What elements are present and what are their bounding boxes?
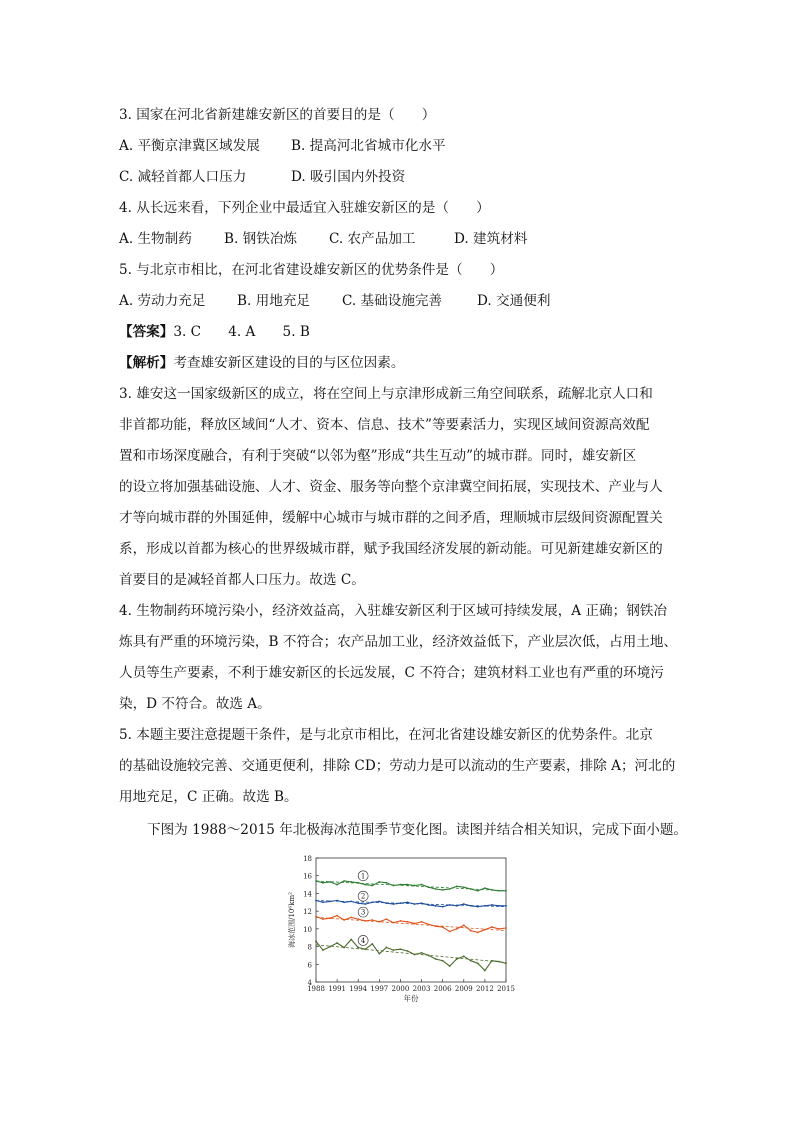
- explanation-5-line: 用地充足，C 正确。故选 B。: [119, 789, 298, 805]
- series-point: [491, 904, 493, 906]
- figure-intro: 下图为 1988～2015 年北极海冰范围季节变化图。读图并结合相关知识，完成下面小题。: [147, 822, 688, 838]
- series-point: [456, 928, 458, 930]
- series-point: [400, 948, 402, 950]
- question-5-option-c: C. 基础设施完善: [342, 293, 443, 309]
- series-point: [407, 921, 409, 923]
- y-tick-label: 6: [307, 961, 312, 970]
- question-4-option-b: B. 钢铁冶炼: [224, 231, 298, 247]
- explanation-4-line: 染，D 不符合。故选 A。: [119, 696, 271, 712]
- series-point: [484, 970, 486, 972]
- series-point: [357, 902, 359, 904]
- x-axis-label: 年份: [403, 994, 419, 1003]
- series-point: [357, 918, 359, 920]
- question-4-stem: 4. 从长远来看，下列企业中最适宜入驻雄安新区的是（ ）: [119, 200, 490, 216]
- series-point: [329, 881, 331, 883]
- question-3-option-c: C. 减轻首都人口压力: [119, 169, 247, 185]
- series-point: [449, 965, 451, 967]
- y-tick-label: 8: [307, 943, 312, 952]
- series-point: [350, 939, 352, 941]
- x-tick-label: 2012: [475, 985, 494, 993]
- series-point: [463, 903, 465, 905]
- y-tick-label: 4: [307, 979, 312, 987]
- question-4-option-d: D. 建筑材料: [454, 231, 528, 247]
- series-point: [456, 885, 458, 887]
- series-point: [407, 950, 409, 952]
- series-point: [371, 943, 373, 945]
- sea-ice-chart: [282, 852, 522, 1012]
- x-tick-label: 1988: [307, 985, 325, 993]
- series-point: [393, 949, 395, 951]
- series-point: [421, 921, 423, 923]
- x-tick-label: 2000: [391, 985, 410, 993]
- series-point: [470, 960, 472, 962]
- explanation-5-line: 的基础设施较完善、交通更便利，排除 CD；劳动力是可以流动的生产要素，排除 A；河北的: [119, 758, 676, 774]
- y-tick-label: 14: [303, 890, 312, 899]
- series-point: [364, 903, 366, 905]
- question-5-options: [119, 291, 679, 311]
- series-point: [435, 888, 437, 890]
- answer-label: 【答案】: [119, 324, 174, 340]
- series-point: [498, 961, 500, 963]
- series-point: [322, 949, 324, 951]
- answer-text: 3. C 4. A 5. B: [173, 324, 310, 340]
- series-point: [463, 924, 465, 926]
- series-point: [484, 905, 486, 907]
- y-tick-label: 12: [303, 908, 312, 917]
- series-point: [442, 960, 444, 962]
- explanation-4-line: 炼具有严重的环境污染，B 不符合；农产品加工业，经济效益低下，产业层次低，占用土地、: [119, 634, 678, 650]
- question-3-option-d: D. 吸引国内外投资: [291, 169, 406, 185]
- series-point: [322, 901, 324, 903]
- analysis-text: 考查雄安新区建设的目的与区位因素。: [173, 355, 405, 371]
- series-point: [449, 888, 451, 890]
- x-tick-label: 1991: [328, 985, 347, 993]
- series-point: [421, 884, 423, 886]
- series-point: [371, 919, 373, 921]
- series-point: [350, 916, 352, 918]
- series-point: [400, 920, 402, 922]
- series-point: [322, 918, 324, 920]
- trend-line: [316, 881, 506, 891]
- y-tick-label: 10: [303, 925, 312, 934]
- series-point: [435, 958, 437, 960]
- series-point: [385, 947, 387, 949]
- explanation-3-line: 3. 雄安这一国家级新区的成立，将在空间上与京津形成新三角空间联系，疏解北京人口和: [119, 386, 653, 402]
- explanation-3-line: 首要目的是减轻首都人口压力。故选 C。: [119, 572, 365, 588]
- series-point: [470, 930, 472, 932]
- series-point: [477, 932, 479, 934]
- series-point: [484, 929, 486, 931]
- series-point: [498, 928, 500, 930]
- series-label: 3: [360, 908, 366, 917]
- series-label: 2: [360, 892, 366, 901]
- series-point: [505, 927, 507, 929]
- question-4-option-c: C. 农产品加工: [329, 231, 416, 247]
- y-axis-label: 海冰范围/10⁶km²: [288, 892, 296, 948]
- x-tick-label: 1997: [370, 985, 389, 993]
- question-4-options: [119, 229, 679, 249]
- series-point: [407, 884, 409, 886]
- y-tick-label: 18: [303, 855, 312, 863]
- x-tick-label: 2015: [497, 985, 515, 993]
- series-label: 4: [360, 936, 366, 945]
- series-point: [378, 881, 380, 883]
- series-point: [385, 918, 387, 920]
- series-point: [491, 926, 493, 928]
- explanation-4-line: 4. 生物制药环境污染小，经济效益高，入驻雄安新区利于区域可持续发展，A 正确；钢铁冶: [119, 603, 667, 619]
- series-point: [385, 882, 387, 884]
- question-3-option-a: A. 平衡京津冀区域发展: [119, 138, 260, 154]
- explanation-3-line: 置和市场深度融合，有利于突破“以邻为壑”形成“共生互动”的城市群。同时，雄安新区: [119, 448, 637, 464]
- explanation-3-line: 非首都功能，释放区域间“人才、资本、信息、技术”等要素活力，实现区域间资源高效配: [119, 417, 650, 433]
- x-tick-label: 2003: [412, 985, 431, 993]
- series-point: [364, 884, 366, 886]
- x-tick-label: 1994: [349, 985, 368, 993]
- series-point: [336, 942, 338, 944]
- question-3-options-row2: [119, 167, 679, 187]
- series-point: [414, 954, 416, 956]
- series-point: [336, 915, 338, 917]
- question-3-option-b: B. 提高河北省城市化水平: [291, 138, 446, 154]
- x-tick-label: 2009: [454, 985, 473, 993]
- series-point: [477, 890, 479, 892]
- series-line: [316, 940, 506, 971]
- series-point: [421, 952, 423, 954]
- question-5-option-a: A. 劳动力充足: [119, 293, 206, 309]
- x-tick-label: 2006: [433, 985, 452, 993]
- series-point: [378, 901, 380, 903]
- explanation-3-line: 的设立将加强基础设施、人才、资金、服务等向整个京津冀空间拓展，实现技术、产业与人: [119, 479, 663, 495]
- analysis-line: [119, 353, 679, 373]
- explanation-3-line: 才等向城市群的外围延伸，缓解中心城市与城市群的之间矛盾，理顺城市层级间资源配置关: [119, 510, 663, 526]
- series-point: [414, 923, 416, 925]
- series-label: 1: [360, 872, 366, 881]
- question-4-option-a: A. 生物制药: [119, 231, 192, 247]
- series-point: [414, 885, 416, 887]
- analysis-label: 【解析】: [119, 355, 174, 371]
- series-point: [442, 906, 444, 908]
- series-point: [378, 953, 380, 955]
- series-point: [322, 882, 324, 884]
- question-3-options-row1: [119, 136, 679, 156]
- explanation-4-line: 人员等生产要素，不利于雄安新区的长远发展，C 不符合；建筑材料工业也有严重的环境污: [119, 665, 664, 681]
- series-point: [336, 884, 338, 886]
- answer-line: [119, 322, 679, 342]
- series-point: [463, 955, 465, 957]
- series-point: [357, 947, 359, 949]
- y-tick-label: 16: [303, 872, 312, 881]
- question-5-option-b: B. 用地充足: [237, 293, 311, 309]
- series-point: [315, 940, 317, 942]
- series-point: [329, 946, 331, 948]
- series-point: [449, 931, 451, 933]
- series-point: [329, 917, 331, 919]
- series-point: [329, 901, 331, 903]
- series-point: [442, 889, 444, 891]
- question-5-option-d: D. 交通便利: [477, 293, 551, 309]
- series-point: [371, 885, 373, 887]
- series-point: [484, 887, 486, 889]
- question-3-stem: 3. 国家在河北省新建雄安新区的首要目的是（ ）: [119, 107, 436, 123]
- series-point: [407, 901, 409, 903]
- explanation-3-line: 系，形成以首都为核心的世界级城市群，赋予我国经济发展的新动能。可见新建雄安新区的: [119, 541, 663, 557]
- question-5-stem: 5. 与北京市相比，在河北省建设雄安新区的优势条件是（ ）: [119, 262, 504, 278]
- series-point: [477, 963, 479, 965]
- explanation-5-line: 5. 本题主要注意提题干条件，是与北京市相比，在河北省建设雄安新区的优势条件。北京: [119, 727, 653, 743]
- series-point: [343, 880, 345, 882]
- trend-line: [316, 901, 506, 907]
- series-point: [463, 886, 465, 888]
- series-point: [449, 904, 451, 906]
- series-point: [435, 905, 437, 907]
